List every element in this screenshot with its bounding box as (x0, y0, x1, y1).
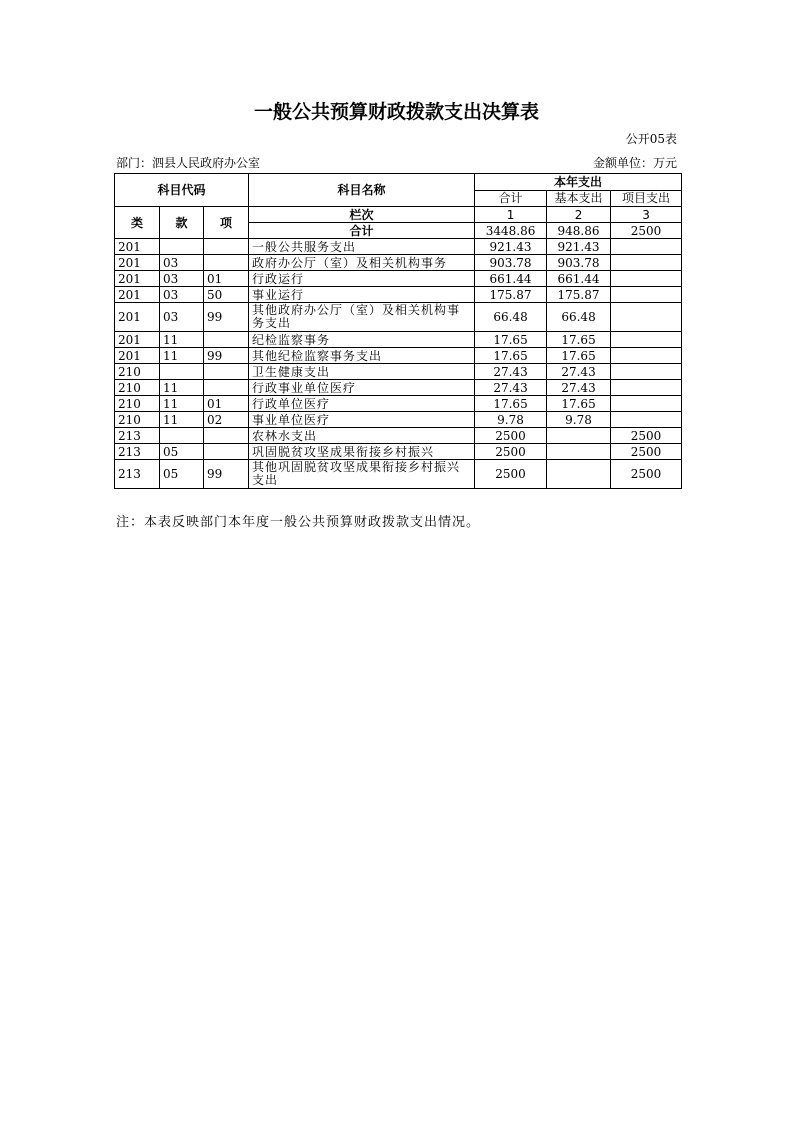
totals-project: 2500 (611, 223, 682, 239)
header-project: 项目支出 (611, 190, 682, 207)
header-total: 合计 (475, 190, 547, 207)
item-code-cell: 50 (204, 287, 249, 303)
basic-cell: 175.87 (547, 287, 611, 303)
project-cell (611, 332, 682, 348)
project-cell (611, 396, 682, 412)
footnote: 注：本表反映部门本年度一般公共预算财政拨款支出情况。 (116, 515, 481, 530)
section-code-cell (160, 364, 204, 380)
class-code-cell: 213 (115, 428, 160, 444)
basic-cell: 903.78 (547, 255, 611, 271)
header-col3: 3 (611, 207, 682, 223)
basic-cell (547, 428, 611, 444)
subject-name-cell: 行政事业单位医疗 (249, 380, 475, 396)
project-cell (611, 239, 682, 255)
class-code-cell: 201 (115, 255, 160, 271)
header-row-1 (115, 174, 682, 191)
section-code-cell (160, 239, 204, 255)
header-col1: 1 (475, 207, 547, 223)
expenditure-table (114, 173, 682, 489)
project-cell (611, 412, 682, 428)
total-cell: 17.65 (475, 396, 547, 412)
table-row (115, 460, 682, 489)
subject-name-cell: 行政运行 (249, 271, 475, 287)
table-row (115, 364, 682, 380)
class-code-cell: 210 (115, 396, 160, 412)
table-row (115, 255, 682, 271)
total-cell: 2500 (475, 444, 547, 460)
item-code-cell: 01 (204, 396, 249, 412)
header-section: 款 (160, 207, 204, 239)
subject-name-cell: 行政单位医疗 (249, 396, 475, 412)
table-row (115, 332, 682, 348)
table-row (115, 348, 682, 364)
basic-cell: 66.48 (547, 303, 611, 332)
amount-unit-label: 金额单位：万元 (592, 156, 677, 170)
total-cell: 27.43 (475, 364, 547, 380)
header-name: 科目名称 (249, 174, 475, 207)
table-row (115, 396, 682, 412)
subject-name-cell: 其他政府办公厅（室）及相关机构事务支出 (249, 303, 475, 332)
total-cell: 2500 (475, 428, 547, 444)
class-code-cell: 201 (115, 239, 160, 255)
table-row (115, 380, 682, 396)
project-cell (611, 271, 682, 287)
table-row (115, 412, 682, 428)
subject-name-cell: 政府办公厅（室）及相关机构事务 (249, 255, 475, 271)
class-code-cell: 213 (115, 444, 160, 460)
section-code-cell: 03 (160, 271, 204, 287)
class-code-cell: 213 (115, 460, 160, 489)
total-cell: 66.48 (475, 303, 547, 332)
table-row (115, 444, 682, 460)
subject-name-cell: 事业单位医疗 (249, 412, 475, 428)
table-row (115, 271, 682, 287)
basic-cell: 27.43 (547, 380, 611, 396)
item-code-cell (204, 255, 249, 271)
class-code-cell: 201 (115, 332, 160, 348)
project-cell (611, 303, 682, 332)
item-code-cell (204, 239, 249, 255)
table-row (115, 303, 682, 332)
item-code-cell (204, 444, 249, 460)
basic-cell: 17.65 (547, 396, 611, 412)
section-code-cell (160, 428, 204, 444)
section-code-cell: 11 (160, 380, 204, 396)
total-cell: 17.65 (475, 332, 547, 348)
class-code-cell: 201 (115, 348, 160, 364)
totals-basic: 948.86 (547, 223, 611, 239)
subject-name-cell: 巩固脱贫攻坚成果衔接乡村振兴 (249, 444, 475, 460)
total-cell: 2500 (475, 460, 547, 489)
section-code-cell: 11 (160, 412, 204, 428)
class-code-cell: 210 (115, 412, 160, 428)
project-cell (611, 255, 682, 271)
total-cell: 903.78 (475, 255, 547, 271)
project-cell: 2500 (611, 460, 682, 489)
section-code-cell: 11 (160, 332, 204, 348)
subject-name-cell: 其他纪检监察事务支出 (249, 348, 475, 364)
project-cell: 2500 (611, 444, 682, 460)
section-code-cell: 05 (160, 460, 204, 489)
total-cell: 9.78 (475, 412, 547, 428)
item-code-cell: 01 (204, 271, 249, 287)
department-label: 部门：泗县人民政府办公室 (116, 156, 261, 170)
basic-cell (547, 460, 611, 489)
item-code-cell: 02 (204, 412, 249, 428)
table-row (115, 428, 682, 444)
header-code: 科目代码 (115, 174, 249, 207)
subject-name-cell: 其他巩固脱贫攻坚成果衔接乡村振兴支出 (249, 460, 475, 489)
total-cell: 175.87 (475, 287, 547, 303)
basic-cell: 921.43 (547, 239, 611, 255)
subject-name-cell: 卫生健康支出 (249, 364, 475, 380)
class-code-cell: 210 (115, 380, 160, 396)
page-title: 一般公共预算财政拨款支出决算表 (253, 101, 539, 123)
header-basic: 基本支出 (547, 190, 611, 207)
subject-name-cell: 农林水支出 (249, 428, 475, 444)
total-cell: 17.65 (475, 348, 547, 364)
total-cell: 661.44 (475, 271, 547, 287)
header-class: 类 (115, 207, 160, 239)
subject-name-cell: 纪检监察事务 (249, 332, 475, 348)
item-code-cell: 99 (204, 303, 249, 332)
section-code-cell: 11 (160, 348, 204, 364)
header-current-year: 本年支出 (475, 174, 682, 191)
item-code-cell (204, 332, 249, 348)
form-number: 公开05表 (625, 132, 677, 146)
section-code-cell: 03 (160, 303, 204, 332)
basic-cell: 17.65 (547, 348, 611, 364)
basic-cell: 17.65 (547, 332, 611, 348)
totals-label: 合计 (249, 223, 475, 239)
basic-cell: 9.78 (547, 412, 611, 428)
project-cell (611, 380, 682, 396)
project-cell: 2500 (611, 428, 682, 444)
class-code-cell: 201 (115, 271, 160, 287)
class-code-cell: 201 (115, 303, 160, 332)
basic-cell: 661.44 (547, 271, 611, 287)
project-cell (611, 287, 682, 303)
class-code-cell: 201 (115, 287, 160, 303)
totals-total: 3448.86 (475, 223, 547, 239)
section-code-cell: 03 (160, 255, 204, 271)
total-cell: 27.43 (475, 380, 547, 396)
header-col2: 2 (547, 207, 611, 223)
item-code-cell (204, 364, 249, 380)
table-row (115, 239, 682, 255)
project-cell (611, 348, 682, 364)
header-row-3 (115, 207, 682, 223)
header-column-seq: 栏次 (249, 207, 475, 223)
item-code-cell: 99 (204, 348, 249, 364)
basic-cell: 27.43 (547, 364, 611, 380)
item-code-cell (204, 380, 249, 396)
subject-name-cell: 事业运行 (249, 287, 475, 303)
item-code-cell (204, 428, 249, 444)
subject-name-cell: 一般公共服务支出 (249, 239, 475, 255)
header-item: 项 (204, 207, 249, 239)
section-code-cell: 05 (160, 444, 204, 460)
section-code-cell: 11 (160, 396, 204, 412)
basic-cell (547, 444, 611, 460)
section-code-cell: 03 (160, 287, 204, 303)
project-cell (611, 364, 682, 380)
class-code-cell: 210 (115, 364, 160, 380)
total-cell: 921.43 (475, 239, 547, 255)
table-row (115, 287, 682, 303)
item-code-cell: 99 (204, 460, 249, 489)
